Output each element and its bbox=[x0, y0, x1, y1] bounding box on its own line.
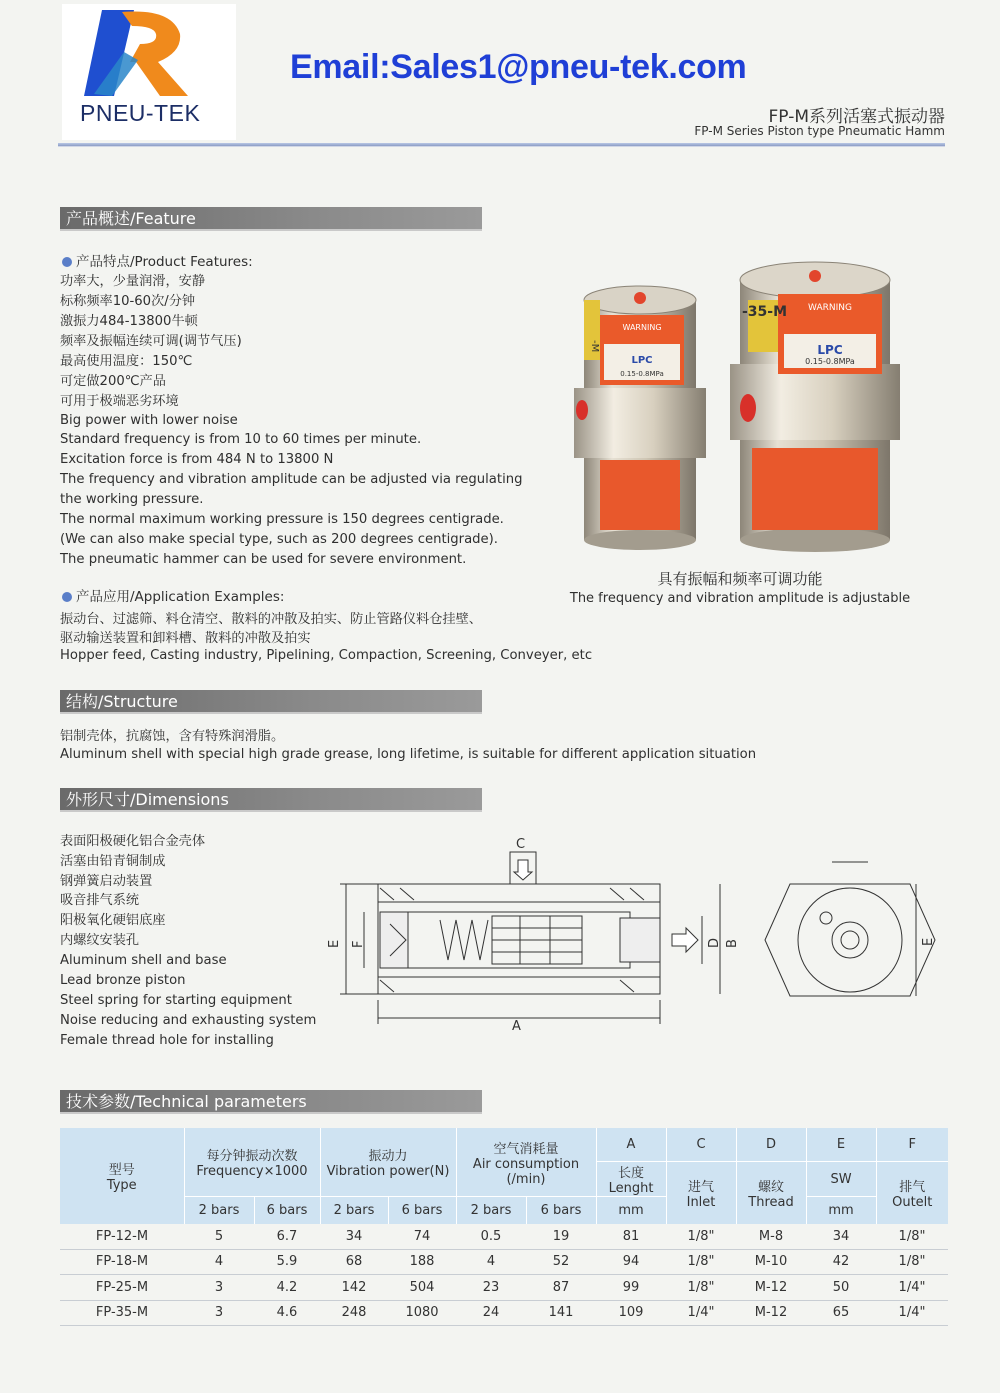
series-title-cn: FP-M系列活塞式振动器 bbox=[768, 107, 945, 127]
col-f-cn: 排气 bbox=[899, 1180, 926, 1195]
table-cell-p2: 68 bbox=[320, 1249, 388, 1275]
dimension-line: 吸音排气系统 bbox=[60, 893, 140, 908]
photo-warning-label: WARNING bbox=[808, 303, 852, 313]
table-cell-a6: 19 bbox=[526, 1224, 596, 1249]
bullet-icon bbox=[62, 257, 72, 267]
bars-6-header: 6 bars bbox=[388, 1197, 456, 1225]
col-d-letter: D bbox=[736, 1128, 806, 1162]
photo-caption-cn: 具有振幅和频率可调功能 bbox=[657, 570, 823, 588]
dim-label-b: B bbox=[725, 939, 740, 948]
table-cell-type: FP-18-M bbox=[60, 1249, 184, 1275]
air-header bbox=[456, 1128, 596, 1197]
col-a-en: Lenght bbox=[608, 1181, 654, 1196]
table-cell-f6: 6.7 bbox=[254, 1224, 320, 1249]
table-header-row bbox=[60, 1128, 948, 1162]
drawing-hexagon bbox=[765, 884, 935, 996]
logo-text: PNEU-TEK bbox=[80, 100, 201, 126]
dimension-line: Steel spring for starting equipment bbox=[60, 993, 292, 1008]
table-cell-p2: 34 bbox=[320, 1224, 388, 1249]
col-d-cn: 螺纹 bbox=[757, 1180, 784, 1195]
email-address[interactable]: Email:Sales1@pneu-tek.com bbox=[290, 48, 747, 86]
col-c-letter: C bbox=[666, 1128, 736, 1162]
power-header-cn: 振动力 bbox=[368, 1149, 408, 1164]
table-cell-f2: 5 bbox=[184, 1224, 254, 1249]
table-cell-a2: 0.5 bbox=[456, 1224, 526, 1249]
dimension-line: Female thread hole for installing bbox=[60, 1033, 274, 1048]
col-f-name bbox=[876, 1162, 948, 1225]
table-cell-f: 1/4" bbox=[876, 1300, 948, 1326]
dimension-line: Aluminum shell and base bbox=[60, 953, 227, 968]
feature-line: 频率及振幅连续可调(调节气压) bbox=[60, 334, 242, 349]
dim-label-d: D bbox=[707, 937, 722, 948]
col-a-cn: 长度 bbox=[617, 1166, 644, 1181]
table-cell-f2: 4 bbox=[184, 1249, 254, 1275]
feature-line: (We can also make special type, such as 200 degrees centigrade). bbox=[60, 532, 498, 547]
feature-line: The normal maximum working pressure is 150 degrees centigrade. bbox=[60, 512, 504, 527]
dimension-drawing bbox=[320, 832, 945, 1042]
table-cell-p2: 142 bbox=[320, 1275, 388, 1301]
technical-parameters-table bbox=[60, 1128, 948, 1326]
type-header-cn: 型号 bbox=[108, 1163, 135, 1178]
feature-section-bar: 产品概述/Feature bbox=[60, 207, 482, 231]
dimensions-section-bar: 外形尺寸/Dimensions bbox=[60, 788, 482, 812]
table-header-row bbox=[60, 1197, 948, 1225]
col-e-unit: mm bbox=[806, 1197, 876, 1225]
feature-line: 可用于极端恶劣环境 bbox=[60, 394, 179, 409]
features-heading bbox=[62, 250, 253, 270]
table-cell-p2: 248 bbox=[320, 1300, 388, 1326]
photo-caption-en: The frequency and vibration amplitude is adjustable bbox=[569, 591, 911, 606]
dimension-line: Noise reducing and exhausting system bbox=[60, 1013, 317, 1028]
feature-line: 功率大，少量润滑，安静 bbox=[60, 274, 206, 289]
col-a-unit: mm bbox=[596, 1197, 666, 1225]
feature-line: 标称频率10-60次/分钟 bbox=[60, 294, 196, 309]
power-header-en: Vibration power(N) bbox=[326, 1164, 450, 1179]
dimension-line: 钢弹簧启动装置 bbox=[60, 874, 153, 889]
header-divider-thin bbox=[58, 146, 945, 147]
table-cell-f6: 5.9 bbox=[254, 1249, 320, 1275]
dim-label-e: E bbox=[327, 939, 342, 948]
table-cell-e: 50 bbox=[806, 1275, 876, 1301]
frequency-header-cn: 每分钟振动次数 bbox=[206, 1149, 298, 1164]
application-heading-text: 产品应用/Application Examples: bbox=[76, 589, 285, 605]
feature-line: Standard frequency is from 10 to 60 times per minute. bbox=[60, 432, 422, 447]
logo-mark bbox=[62, 4, 236, 104]
dim-label-f: F bbox=[351, 940, 366, 948]
table-cell-p6: 1080 bbox=[388, 1300, 456, 1326]
table-cell-e: 42 bbox=[806, 1249, 876, 1275]
col-d-name bbox=[736, 1162, 806, 1225]
dimension-line: 内螺纹安装孔 bbox=[60, 933, 140, 948]
table-cell-c: 1/8" bbox=[666, 1224, 736, 1249]
application-line: Hopper feed, Casting industry, Pipelining, Compaction, Screening, Conveyer, etc bbox=[60, 648, 593, 663]
photo-warning-label: WARNING bbox=[622, 323, 662, 332]
frequency-header bbox=[184, 1128, 320, 1197]
table-cell-a6: 87 bbox=[526, 1275, 596, 1301]
table-cell-f6: 4.6 bbox=[254, 1300, 320, 1326]
table-cell-a: 81 bbox=[596, 1224, 666, 1249]
table-cell-c: 1/4" bbox=[666, 1300, 736, 1326]
frequency-header-en: Frequency×1000 bbox=[196, 1164, 308, 1179]
feature-line: Excitation force is from 484 N to 13800 N bbox=[60, 452, 334, 467]
application-line: 振动台、过滤筛、料仓清空、散料的冲散及拍实、防止管路仪料仓挂壁、 bbox=[60, 612, 482, 627]
dim-label-e-end: E bbox=[921, 937, 936, 946]
bars-6-header: 6 bars bbox=[254, 1197, 320, 1225]
technical-section-bar: 技术参数/Technical parameters bbox=[60, 1090, 482, 1114]
feature-line: 可定做200℃产品 bbox=[60, 374, 166, 389]
table-cell-a6: 141 bbox=[526, 1300, 596, 1326]
air-header-en: Air consumption bbox=[472, 1156, 580, 1172]
table-cell-f6: 4.2 bbox=[254, 1275, 320, 1301]
table-row bbox=[60, 1249, 948, 1275]
features-heading-text: 产品特点/Product Features: bbox=[76, 254, 253, 270]
bars-2-header: 2 bars bbox=[456, 1197, 526, 1225]
col-a-name bbox=[596, 1162, 666, 1197]
table-cell-d: M-8 bbox=[736, 1224, 806, 1249]
table-cell-p6: 188 bbox=[388, 1249, 456, 1275]
table-cell-c: 1/8" bbox=[666, 1249, 736, 1275]
bars-2-header: 2 bars bbox=[184, 1197, 254, 1225]
photo-brand-label: LPC bbox=[817, 343, 843, 357]
bars-2-header: 2 bars bbox=[320, 1197, 388, 1225]
air-header-unit: (/min) bbox=[506, 1171, 546, 1187]
col-c-name bbox=[666, 1162, 736, 1225]
col-e-sw: SW bbox=[806, 1162, 876, 1197]
dimension-line: 活塞由铅青铜制成 bbox=[60, 854, 166, 869]
dimension-line: 表面阳极硬化铝合金壳体 bbox=[60, 834, 206, 849]
col-f-letter: F bbox=[876, 1128, 948, 1162]
table-cell-a: 94 bbox=[596, 1249, 666, 1275]
col-c-en: Inlet bbox=[686, 1195, 716, 1210]
table-cell-d: M-12 bbox=[736, 1300, 806, 1326]
table-cell-e: 65 bbox=[806, 1300, 876, 1326]
photo-pressure-label: 0.15-0.8MPa bbox=[805, 357, 855, 366]
table-cell-a2: 4 bbox=[456, 1249, 526, 1275]
table-cell-f: 1/8" bbox=[876, 1249, 948, 1275]
feature-line: The frequency and vibration amplitude can be adjusted via regulating bbox=[60, 472, 523, 487]
dim-label-c: C bbox=[516, 837, 526, 852]
table-row bbox=[60, 1300, 948, 1326]
photo-model-large: -35-M bbox=[742, 304, 788, 320]
photo-brand-label: LPC bbox=[631, 355, 653, 366]
table-cell-a: 99 bbox=[596, 1275, 666, 1301]
structure-line: 铝制壳体，抗腐蚀，含有特殊润滑脂。 bbox=[60, 729, 285, 744]
table-cell-a2: 23 bbox=[456, 1275, 526, 1301]
bullet-icon bbox=[62, 592, 72, 602]
bars-6-header: 6 bars bbox=[526, 1197, 596, 1225]
application-heading bbox=[62, 585, 284, 605]
table-cell-type: FP-25-M bbox=[60, 1275, 184, 1301]
table-cell-f2: 3 bbox=[184, 1275, 254, 1301]
structure-line: Aluminum shell with special high grade grease, long lifetime, is suitable for different application situation bbox=[60, 747, 757, 762]
table-cell-c: 1/8" bbox=[666, 1275, 736, 1301]
table-cell-type: FP-35-M bbox=[60, 1300, 184, 1326]
table-cell-p6: 504 bbox=[388, 1275, 456, 1301]
type-header-en: Type bbox=[106, 1178, 137, 1193]
col-f-en: Outelt bbox=[892, 1195, 933, 1210]
col-c-cn: 进气 bbox=[687, 1180, 714, 1195]
feature-line: Big power with lower noise bbox=[60, 413, 238, 428]
table-cell-d: M-10 bbox=[736, 1249, 806, 1275]
table-cell-p6: 74 bbox=[388, 1224, 456, 1249]
table-cell-f: 1/4" bbox=[876, 1275, 948, 1301]
feature-line: 最高使用温度：150℃ bbox=[60, 354, 193, 369]
product-photo bbox=[570, 260, 920, 570]
table-body bbox=[60, 1224, 948, 1326]
table-cell-a: 109 bbox=[596, 1300, 666, 1326]
air-header-cn: 空气消耗量 bbox=[493, 1141, 559, 1157]
feature-line: 激振力484-13800牛顿 bbox=[60, 314, 198, 329]
application-line: 驱动输送装置和卸料槽、散料的冲散及拍实 bbox=[60, 631, 311, 646]
table-row bbox=[60, 1224, 948, 1249]
col-a-letter: A bbox=[596, 1128, 666, 1162]
dimension-line: 阳极氧化硬铝底座 bbox=[60, 913, 166, 928]
structure-section-bar: 结构/Structure bbox=[60, 690, 482, 714]
table-cell-e: 34 bbox=[806, 1224, 876, 1249]
series-title-en: FP-M Series Piston type Pneumatic Hamm bbox=[694, 124, 945, 138]
dimension-line: Lead bronze piston bbox=[60, 973, 186, 988]
photo-model-small: -M bbox=[589, 340, 600, 353]
table-cell-d: M-12 bbox=[736, 1275, 806, 1301]
power-header bbox=[320, 1128, 456, 1197]
feature-line: The pneumatic hammer can be used for severe environment. bbox=[60, 552, 467, 567]
table-cell-a2: 24 bbox=[456, 1300, 526, 1326]
type-header bbox=[60, 1128, 184, 1224]
col-e-letter: E bbox=[806, 1128, 876, 1162]
table-cell-f: 1/8" bbox=[876, 1224, 948, 1249]
feature-line: the working pressure. bbox=[60, 492, 204, 507]
table-row bbox=[60, 1275, 948, 1301]
table-cell-a6: 52 bbox=[526, 1249, 596, 1275]
table-cell-type: FP-12-M bbox=[60, 1224, 184, 1249]
dim-label-a: A bbox=[512, 1019, 521, 1034]
table-cell-f2: 3 bbox=[184, 1300, 254, 1326]
col-d-en: Thread bbox=[748, 1195, 794, 1210]
photo-pressure-label: 0.15-0.8MPa bbox=[620, 370, 664, 378]
